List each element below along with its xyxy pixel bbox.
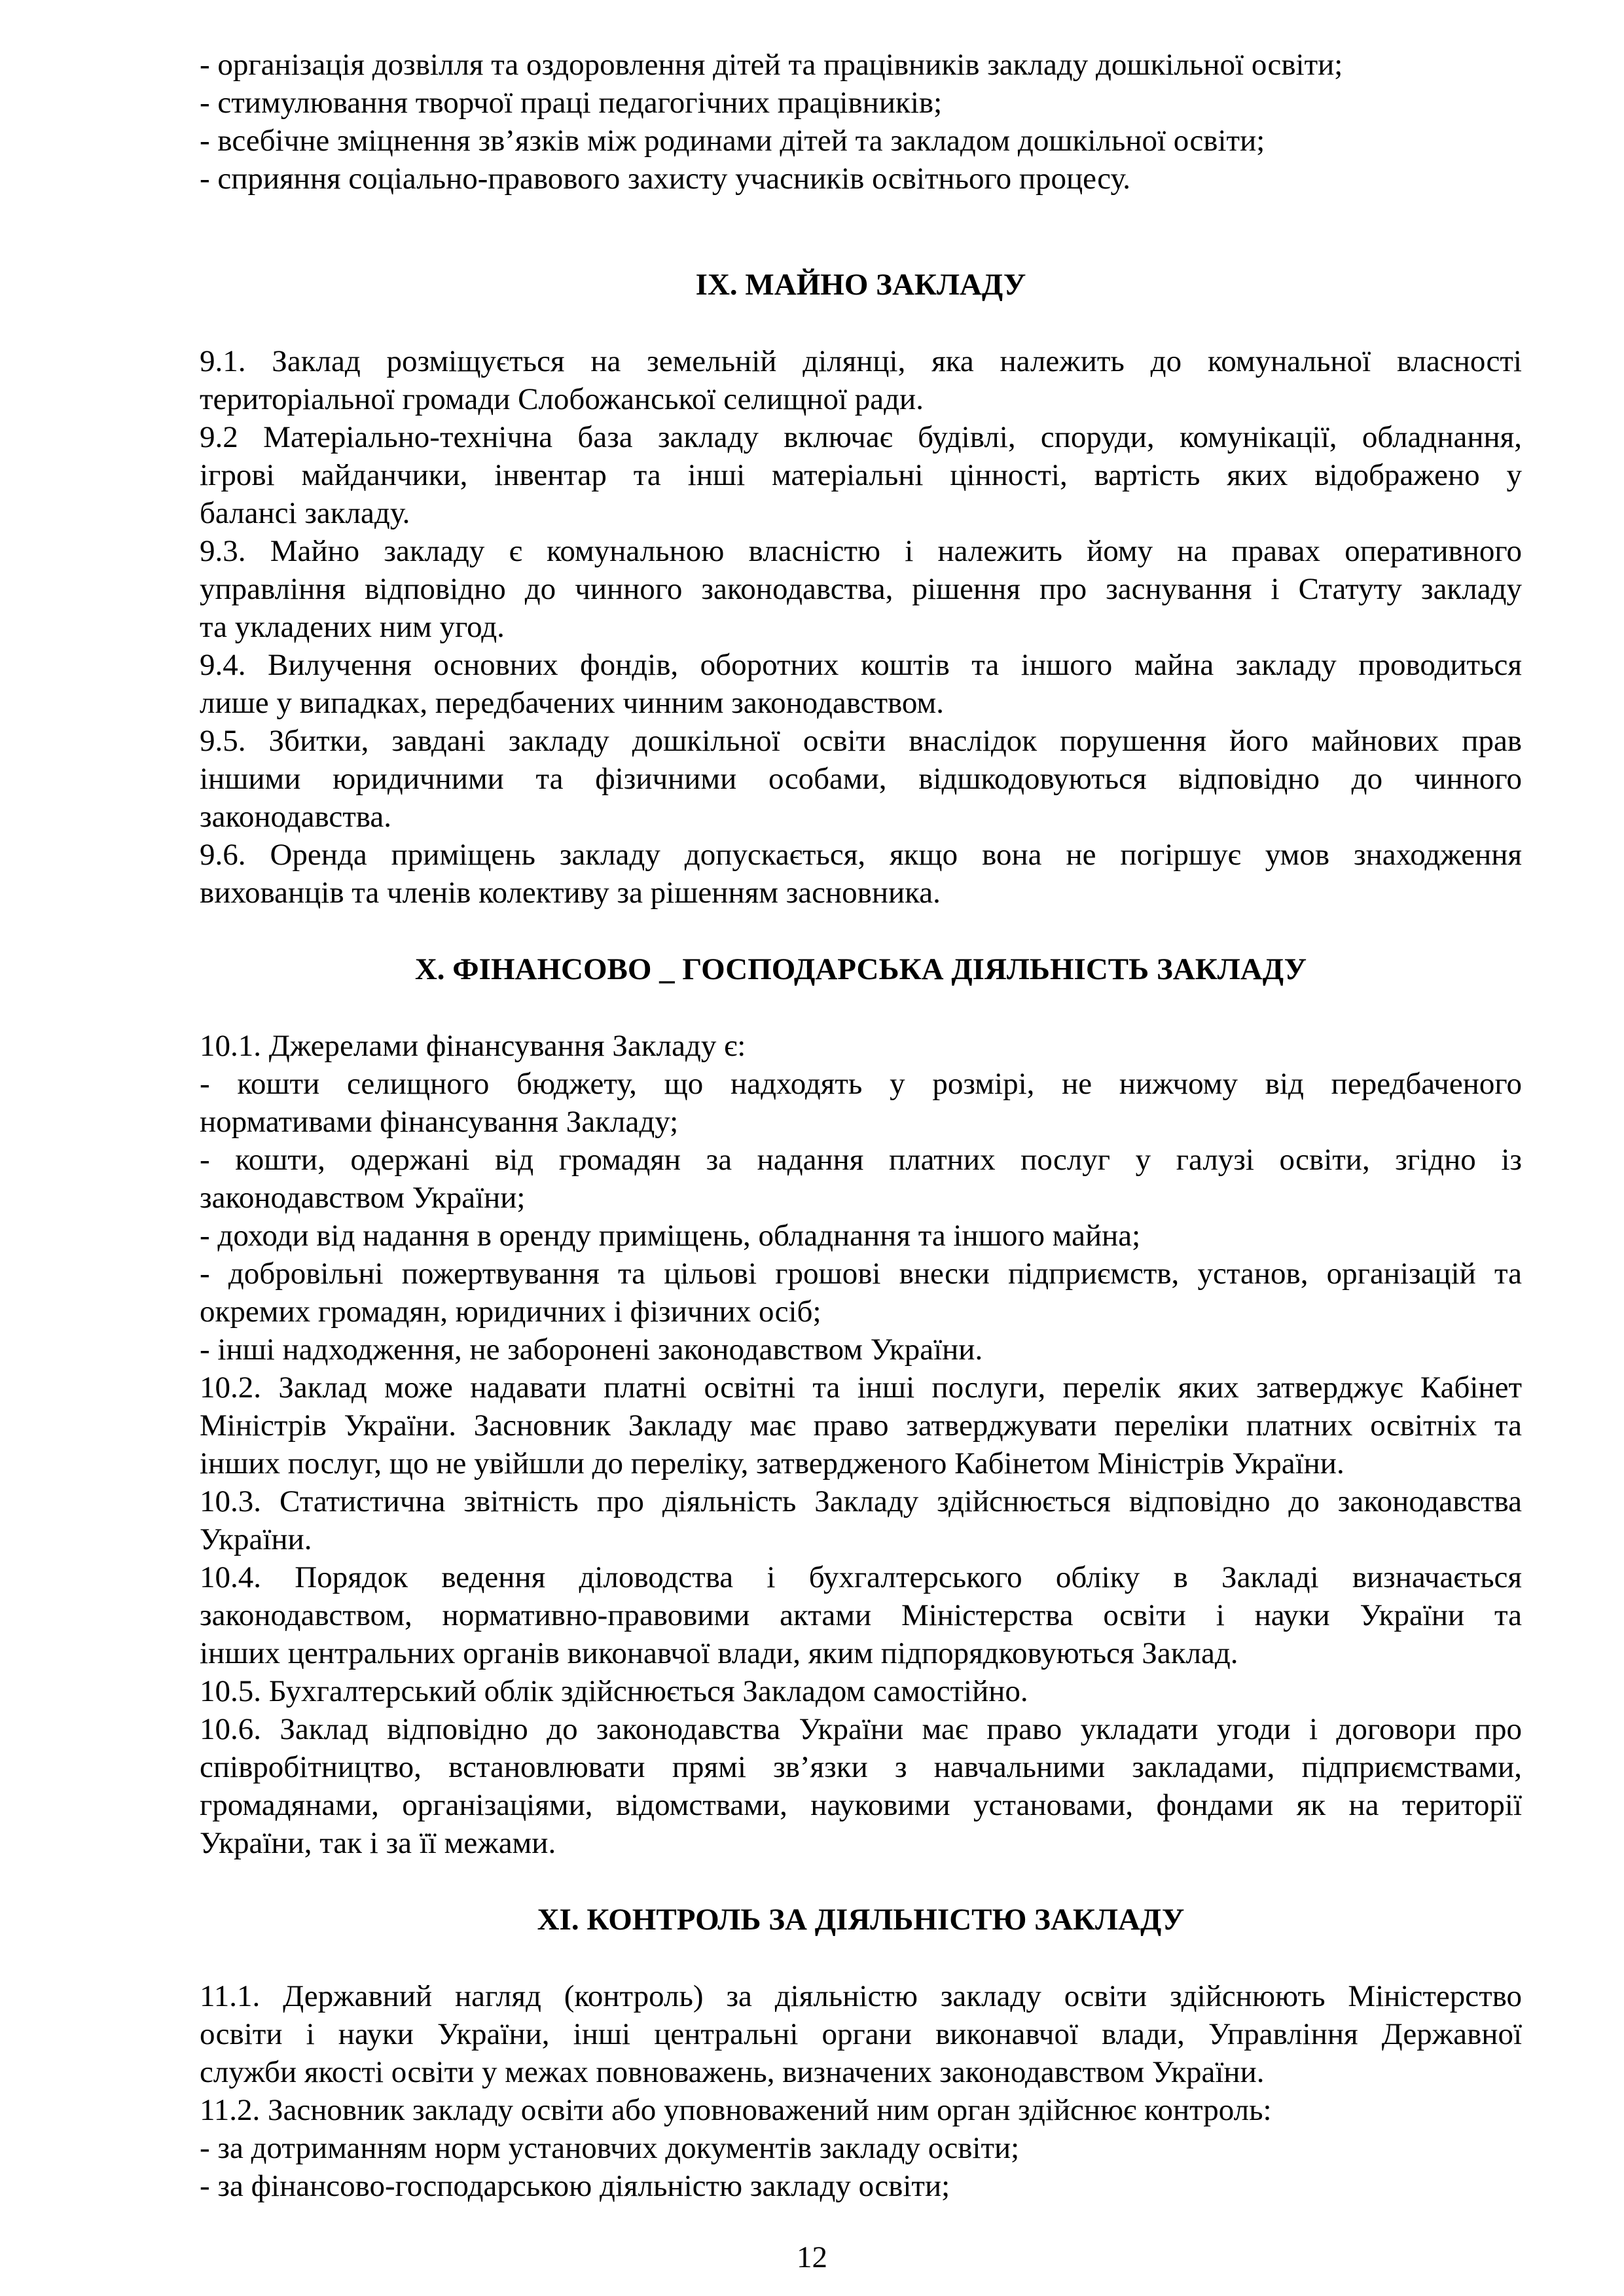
paragraph	[200, 1331, 1522, 1369]
text-line: інших центральних органів виконавчої влади, яким підпорядковуються Заклад.	[200, 1636, 1238, 1670]
text-line: 9.4. Вилучення основних фондів, оборотних коштів та іншого майна закладу проводиться	[200, 648, 1522, 682]
paragraph	[200, 46, 1522, 84]
text-line: - за дотриманням норм установчих документів закладу освіти;	[200, 2131, 1020, 2165]
text-line: - організація дозвілля та оздоровлення дітей та працівників закладу дошкільної освіти;	[200, 48, 1343, 82]
text-line: 10.1. Джерелами фінансування Закладу є:	[200, 1029, 746, 1063]
text-line: іншими юридичними та фізичними особами, відшкодовуються відповідно до чинного	[200, 762, 1522, 796]
text-line: України.	[200, 1522, 312, 1556]
text-line: - інші надходження, не заборонені законодавством України.	[200, 1333, 983, 1367]
document-page	[200, 46, 1522, 2205]
paragraph	[200, 2091, 1522, 2129]
text-line: 9.2 Матеріально-технічна база закладу включає будівлі, споруди, комунікації, обладнання,	[200, 420, 1522, 454]
text-line: 11.1. Державний нагляд (контроль) за діяльністю закладу освіти здійснюють Міністерство	[200, 1979, 1522, 2013]
text-line: 10.2. Заклад може надавати платні освітні та інші послуги, перелік яких затверджує Кабінет	[200, 1371, 1522, 1405]
paragraph	[200, 1369, 1522, 1482]
paragraph	[200, 84, 1522, 122]
text-line: 11.2. Засновник закладу освіти або уповноважений ним орган здійснює контроль:	[200, 2093, 1272, 2127]
section	[200, 950, 1522, 1862]
paragraph	[200, 2129, 1522, 2167]
section	[200, 1901, 1522, 2205]
text-line: - кошти, одержані від громадян за надання платних послуг у галузі освіти, згідно із	[200, 1143, 1522, 1177]
section-heading: IX. МАЙНО ЗАКЛАДУ	[695, 268, 1026, 302]
text-line: 9.1. Заклад розміщується на земельній ділянці, яка належить до комунальної власності	[200, 344, 1522, 378]
paragraph	[200, 342, 1522, 418]
text-line: та укладених ним угод.	[200, 610, 505, 644]
text-line: Міністрів України. Засновник Закладу має право затверджувати переліки платних освітніх та	[200, 1408, 1522, 1443]
paragraph	[200, 1027, 1522, 1065]
text-line: - за фінансово-господарською діяльністю закладу освіти;	[200, 2169, 950, 2203]
paragraph	[200, 646, 1522, 722]
section	[200, 266, 1522, 912]
paragraph	[200, 1672, 1522, 1710]
paragraph	[200, 1141, 1522, 1217]
text-line: нормативами фінансування Закладу;	[200, 1105, 679, 1139]
text-line: балансі закладу.	[200, 496, 410, 530]
paragraph	[200, 722, 1522, 836]
text-line: служби якості освіти у межах повноважень, визначених законодавством України.	[200, 2055, 1265, 2089]
text-line: 10.4. Порядок ведення діловодства і бухгалтерського обліку в Закладі визначається	[200, 1560, 1522, 1594]
text-line: - добровільні пожертвування та цільові грошові внески підприємств, установ, організацій та	[200, 1257, 1522, 1291]
paragraph	[200, 1977, 1522, 2091]
text-line: освіти і науки України, інші центральні органи виконавчої влади, Управління Державної	[200, 2017, 1522, 2051]
text-line: України, так і за її межами.	[200, 1826, 556, 1860]
text-line: - стимулювання творчої праці педагогічних працівників;	[200, 86, 943, 120]
paragraph	[200, 1217, 1522, 1255]
paragraph	[200, 1255, 1522, 1331]
page-number: 12	[797, 2240, 827, 2274]
text-line: законодавством України;	[200, 1181, 526, 1215]
text-line: 10.6. Заклад відповідно до законодавства України має право укладати угоди і договори про	[200, 1712, 1522, 1746]
paragraph	[200, 1558, 1522, 1672]
section-heading: XI. КОНТРОЛЬ ЗА ДІЯЛЬНІСТЮ ЗАКЛАДУ	[537, 1903, 1185, 1937]
paragraph	[200, 418, 1522, 532]
text-line: лише у випадках, передбачених чинним законодавством.	[200, 686, 944, 720]
text-line: 9.3. Майно закладу є комунальною власністю і належить йому на правах оперативного	[200, 534, 1522, 568]
paragraph	[200, 2167, 1522, 2205]
text-line: громадянами, організаціями, відомствами, науковими установами, фондами як на території	[200, 1788, 1522, 1822]
section-heading: X. ФІНАНСОВО _ ГОСПОДАРСЬКА ДІЯЛЬНІСТЬ ЗАКЛАДУ	[414, 952, 1307, 986]
text-line: інших послуг, що не увійшли до переліку, затвердженого Кабінетом Міністрів України.	[200, 1446, 1344, 1480]
text-line: 10.5. Бухгалтерський облік здійснюється Закладом самостійно.	[200, 1674, 1028, 1708]
paragraph	[200, 1482, 1522, 1558]
paragraph	[200, 1065, 1522, 1141]
text-line: 9.5. Збитки, завдані закладу дошкільної освіти внаслідок порушення його майнових прав	[200, 724, 1522, 758]
paragraph	[200, 836, 1522, 912]
text-line: - кошти селищного бюджету, що надходять у розмірі, не нижчому від передбаченого	[200, 1067, 1522, 1101]
text-line: співробітництво, встановлювати прямі зв’язки з навчальними закладами, підприємствами,	[200, 1750, 1522, 1784]
text-line: - доходи від надання в оренду приміщень, обладнання та іншого майна;	[200, 1219, 1141, 1253]
paragraph	[200, 122, 1522, 160]
text-line: законодавством, нормативно-правовими актами Міністерства освіти і науки України та	[200, 1598, 1522, 1632]
text-line: управління відповідно до чинного законодавства, рішення про заснування і Статуту закладу	[200, 572, 1522, 606]
paragraph	[200, 532, 1522, 646]
paragraph	[200, 1710, 1522, 1862]
text-line: ігрові майданчики, інвентар та інші матеріальні цінності, вартість яких відображено у	[200, 458, 1522, 492]
text-line: - всебічне зміцнення зв’язків між родинами дітей та закладом дошкільної освіти;	[200, 124, 1265, 158]
text-line: територіальної громади Слобожанської селищної ради.	[200, 382, 924, 416]
text-line: окремих громадян, юридичних і фізичних осіб;	[200, 1295, 821, 1329]
text-line: 10.3. Статистична звітність про діяльність Закладу здійснюється відповідно до законодавства	[200, 1484, 1522, 1518]
text-line: - сприяння соціально-правового захисту учасників освітнього процесу.	[200, 162, 1131, 196]
text-line: вихованців та членів колективу за рішенням засновника.	[200, 876, 941, 910]
paragraph	[200, 160, 1522, 198]
text-line: законодавства.	[200, 800, 391, 834]
text-line: 9.6. Оренда приміщень закладу допускається, якщо вона не погіршує умов знаходження	[200, 838, 1522, 872]
